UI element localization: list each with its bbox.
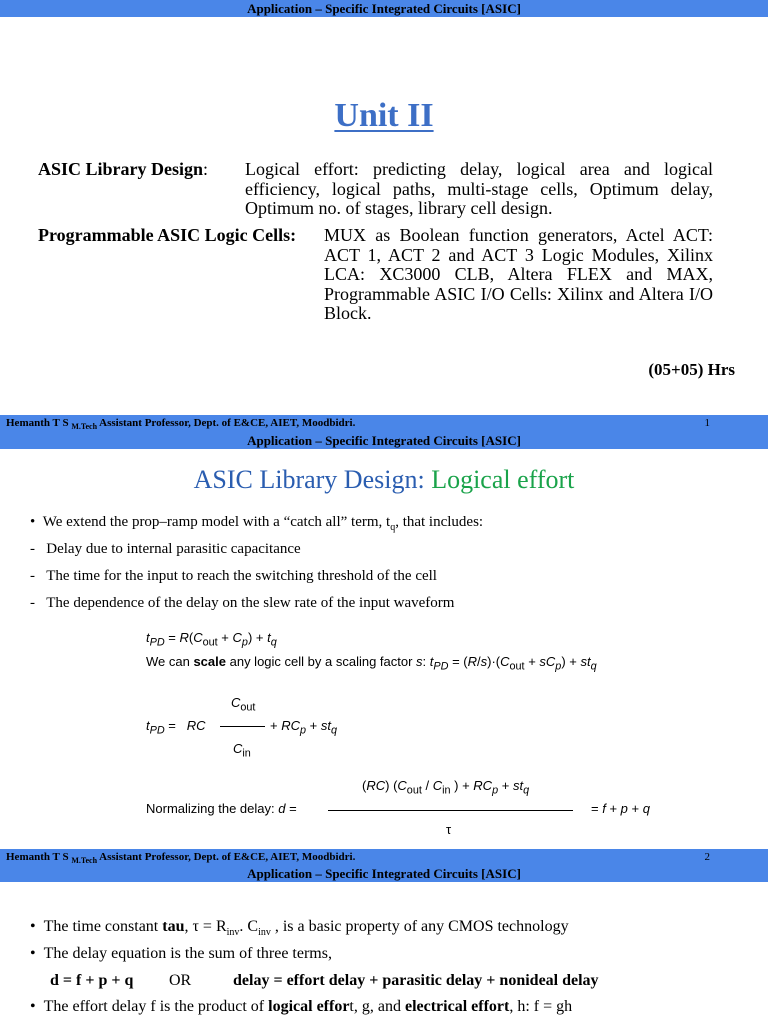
hours-label: (05+05) Hrs bbox=[648, 360, 735, 379]
section2-text: MUX as Boolean function generators, Actel ACT: ACT 1, ACT 2 and ACT 3 Logic Modules, Xilinx LCA: XC3000 CLB, Altera FLEX and MAX, Programmable ASIC I/O Cells: Xilinx and Altera I/O Block. bbox=[324, 225, 713, 323]
normalize-denominator: τ bbox=[446, 822, 452, 837]
bullet-sub: q bbox=[390, 522, 396, 533]
delay-equation: d = f + p + q bbox=[50, 972, 134, 989]
normalize-numerator: (RC) ($C_{out} / C_{in}$ ) + $RC_p + st_q$ bbox=[362, 778, 530, 797]
or-label: OR bbox=[169, 972, 192, 989]
dash-text: The time for the input to reach the switching threshold of the cell bbox=[46, 568, 437, 584]
dash-text: The dependence of the delay on the slew rate of the input waveform bbox=[46, 595, 455, 611]
equation-fraction-num: $C_{out}$ bbox=[231, 695, 256, 714]
footer-affiliation: Assistant Professor, Dept. of E&CE, AIET, Moodbidri. bbox=[97, 851, 356, 863]
equation-scale: We can scale any logic cell by a scaling factor s: $t_{PD} = (R/s)\cdot(C_{out} + sC_p) + st_q$ bbox=[146, 654, 597, 673]
equation-tpd-rc: $t_{PD}$ = RC bbox=[146, 718, 206, 737]
fraction-bar bbox=[328, 810, 573, 811]
slide2-title-blue: ASIC Library Design bbox=[193, 465, 418, 494]
section-asic-library: ASIC Library Design: bbox=[38, 159, 209, 179]
normalize-result: = f + p + q bbox=[591, 801, 650, 816]
fraction-bar bbox=[220, 726, 265, 727]
footer-author: Hemanth T S bbox=[6, 851, 69, 863]
bullet-tail: , that includes: bbox=[395, 514, 484, 530]
equation-tpd: $t_{PD} = R(C_{out} + C_p) + t_q$ bbox=[146, 630, 277, 649]
footer-affiliation: Assistant Professor, Dept. of E&CE, AIET, Moodbidri. bbox=[97, 417, 356, 429]
dash-item: - The dependence of the delay on the slew rate of the input waveform bbox=[30, 595, 455, 611]
slide2-title-green: Logical effort bbox=[431, 465, 575, 494]
section1-text: Logical effort: predicting delay, logical area and logical efficiency, logical paths, multi-stage cells, Optimum delay, Optimum no. of stages, library cell design. bbox=[245, 159, 713, 218]
bullet-item: • The delay equation is the sum of three terms, bbox=[30, 945, 332, 962]
header-title: Application – Specific Integrated Circuits [ASIC] bbox=[247, 866, 521, 881]
footer-author: Hemanth T S bbox=[6, 417, 69, 429]
section2-label-wrap bbox=[38, 226, 296, 246]
delay-equation-words: delay = effort delay + parasitic delay + nonideal delay bbox=[233, 972, 599, 989]
page-number: 1 bbox=[704, 417, 710, 429]
bullet-item: • The time constant tau, $\tau = R_{inv}$. $C_{inv}$ , is a basic property of any CMOS technology bbox=[30, 918, 569, 939]
dash-text: Delay due to internal parasitic capacitance bbox=[46, 541, 301, 557]
header-title: Application – Specific Integrated Circuits [ASIC] bbox=[247, 433, 521, 448]
normalize-label: Normalizing the delay: d = bbox=[146, 801, 297, 816]
section2-label: Programmable ASIC Logic Cells: bbox=[38, 225, 297, 245]
dash-item: - Delay due to internal parasitic capacitance bbox=[30, 541, 301, 557]
page-number: 2 bbox=[704, 851, 710, 863]
unit-title-wrap bbox=[0, 97, 768, 135]
section1-label: ASIC Library Design bbox=[38, 159, 204, 179]
equation-tail: + $RC_p + st_q$ bbox=[270, 718, 338, 737]
dash-item: - The time for the input to reach the switching threshold of the cell bbox=[30, 568, 437, 584]
equation-fraction-den: $C_{in}$ bbox=[233, 741, 251, 760]
bullet-text: We extend the prop–ramp model with a “catch all” term, t bbox=[42, 514, 391, 530]
slide2-title: ASIC Library Design: Logical effort bbox=[193, 465, 575, 494]
bullet-item: • The effort delay f is the product of logical effort, g, and electrical effort, h: f = gh bbox=[30, 998, 573, 1015]
bullet-item: • We extend the prop–ramp model with a “catch all” term, $t_q$, that includes: bbox=[30, 514, 484, 533]
footer-degree: M.Tech bbox=[71, 856, 98, 866]
unit-title: Unit II bbox=[334, 97, 434, 134]
footer-degree: M.Tech bbox=[71, 422, 98, 432]
header-title: Application – Specific Integrated Circuits [ASIC] bbox=[247, 1, 521, 16]
